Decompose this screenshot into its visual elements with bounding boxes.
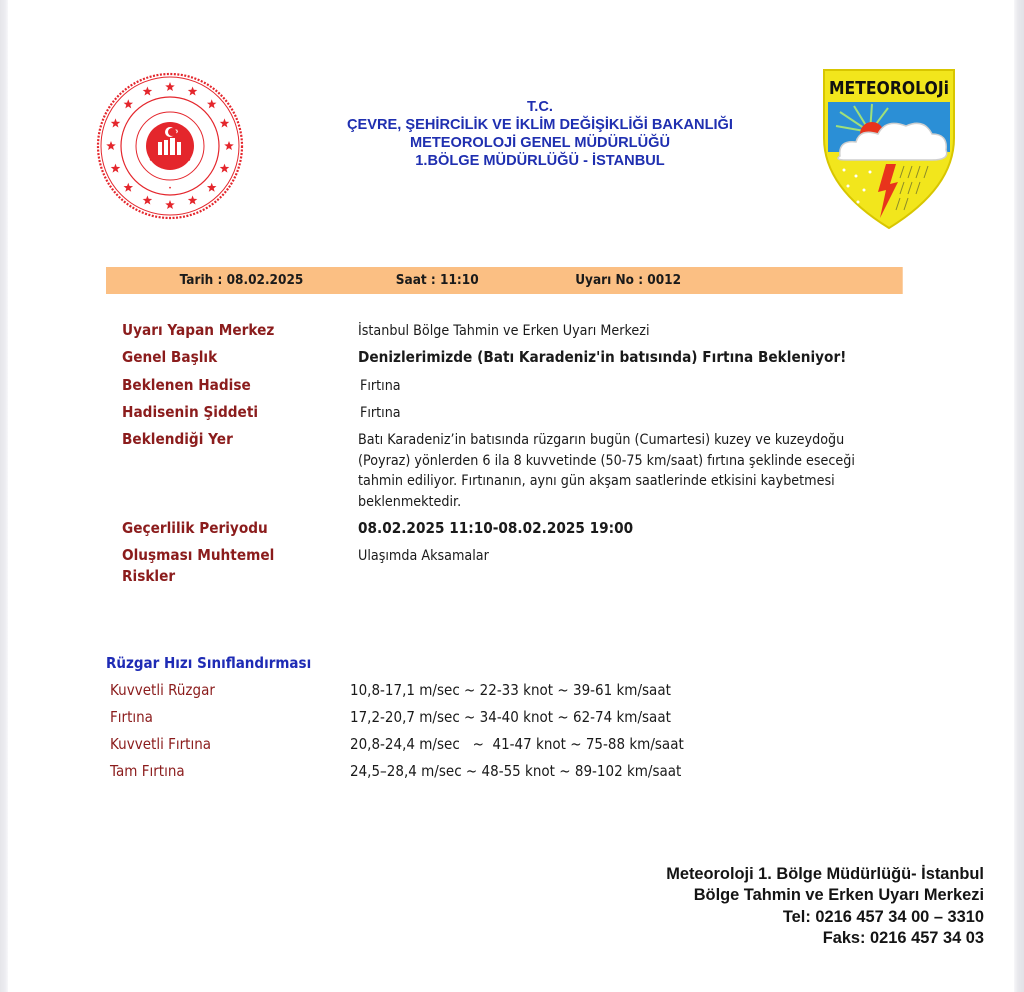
wind-class-name: Kuvvetli Rüzgar xyxy=(110,681,215,699)
date-field: Tarih : 08.02.2025 xyxy=(179,273,304,288)
wind-class-name: Kuvvetli Fırtına xyxy=(110,735,212,753)
field-value-possible-risks: Ulaşımda Aksamalar xyxy=(358,548,489,564)
field-value-expected-event: Fırtına xyxy=(360,378,401,394)
seal-star-icon xyxy=(220,164,230,173)
header-title xyxy=(300,98,780,170)
seal-star-icon xyxy=(143,86,153,95)
info-bar xyxy=(106,267,903,294)
wind-classification-title: Rüzgar Hızı Sınıflandırması xyxy=(106,654,312,672)
field-label-possible-risks xyxy=(122,545,274,587)
header-line-region: 1.BÖLGE MÜDÜRLÜĞÜ - İSTANBUL xyxy=(415,153,665,169)
seal-star-icon xyxy=(207,183,217,192)
field-label-severity: Hadisenin Şiddeti xyxy=(122,403,259,421)
risks-label-line: Oluşması Muhtemel xyxy=(122,546,275,564)
footer-line-fax: Faks: 0216 457 34 03 xyxy=(822,929,984,948)
ministry-seal-logo xyxy=(96,72,244,220)
seal-star-icon xyxy=(207,99,217,108)
wind-class-range: 17,2-20,7 m/sec ~ 34-40 knot ~ 62-74 km/saat xyxy=(350,708,671,726)
seal-star-icon xyxy=(111,164,121,173)
field-value-general-title: Denizlerimizde (Batı Karadeniz'in batısında) Fırtına Bekleniyor! xyxy=(358,348,847,366)
warning-number-field: Uyarı No : 0012 xyxy=(575,273,682,288)
field-label-expected-location: Beklendiği Yer xyxy=(122,430,233,448)
field-label-expected-event: Beklenen Hadise xyxy=(122,376,251,394)
seal-star-icon xyxy=(124,183,134,192)
wind-class-row xyxy=(0,708,1000,732)
seal-star-icon xyxy=(111,118,121,127)
wind-class-row xyxy=(0,735,1000,759)
location-line: tahmin ediliyor. Fırtınanın, aynı gün akşam saatlerinde etkisini kaybetmesi xyxy=(358,473,835,489)
seal-star-icon xyxy=(165,82,175,91)
location-line: beklenmektedir. xyxy=(358,493,462,510)
field-value-issuing-center: İstanbul Bölge Tahmin ve Erken Uyarı Merkezi xyxy=(358,323,650,339)
page-edge-right xyxy=(1014,0,1024,992)
svg-text:METEOROLOJi: METEOROLOJi xyxy=(829,78,949,99)
wind-class-row xyxy=(0,681,1000,705)
seal-star-icon xyxy=(143,196,153,205)
wind-class-range: 20,8-24,4 m/sec ~ 41-47 knot ~ 75-88 km/saat xyxy=(350,735,684,753)
seal-star-icon xyxy=(188,86,198,95)
field-value-expected-location xyxy=(358,430,855,512)
seal-star-icon xyxy=(124,99,134,108)
wind-class-name: Fırtına xyxy=(110,708,153,726)
seal-star-icon xyxy=(165,200,175,209)
wind-class-row xyxy=(0,762,1000,786)
wind-class-name: Tam Fırtına xyxy=(110,762,185,780)
location-line: (Poyraz) yönlerden 6 ila 8 kuvvetinde (50-75 km/saat) fırtına şeklinde eseceği xyxy=(358,452,855,469)
wind-class-range: 24,5–28,4 m/sec ~ 48-55 knot ~ 89-102 km/saat xyxy=(350,762,682,780)
seal-star-icon xyxy=(224,141,234,150)
seal-star-icon xyxy=(106,141,116,150)
field-label-validity-period: Geçerlilik Periyodu xyxy=(122,519,268,537)
footer-line-phone: Tel: 0216 457 34 00 – 3310 xyxy=(782,907,984,926)
header-line-directorate: METEOROLOJİ GENEL MÜDÜRLÜĞÜ xyxy=(410,135,670,151)
seal-star-icon xyxy=(188,196,198,205)
time-field: Saat : 11:10 xyxy=(395,273,479,288)
meteoroloji-shield-logo xyxy=(820,68,958,230)
field-label-issuing-center: Uyarı Yapan Merkez xyxy=(122,321,275,339)
location-line: Batı Karadeniz’in batısında rüzgarın bugün (Cumartesi) kuzey ve kuzeydoğu xyxy=(358,432,845,448)
header-line-tc: T.C. xyxy=(527,99,553,115)
footer-line-center: Bölge Tahmin ve Erken Uyarı Merkezi xyxy=(693,886,984,905)
svg-text:•: • xyxy=(168,185,172,192)
field-value-severity: Fırtına xyxy=(360,405,401,421)
field-label-general-title: Genel Başlık xyxy=(122,348,218,366)
seal-star-icon xyxy=(220,118,230,127)
footer-line-office: Meteoroloji 1. Bölge Müdürlüğü- İstanbul xyxy=(666,865,984,883)
risks-label-line: Riskler xyxy=(122,567,176,585)
page-edge-left xyxy=(0,0,8,992)
header-line-ministry: ÇEVRE, ŞEHİRCİLİK VE İKLİM DEĞİŞİKLİĞİ BAKANLIĞI xyxy=(347,117,733,133)
wind-class-range: 10,8-17,1 m/sec ~ 22-33 knot ~ 39-61 km/saat xyxy=(350,681,671,699)
field-value-validity-period: 08.02.2025 11:10-08.02.2025 19:00 xyxy=(358,519,634,537)
footer-contact xyxy=(666,864,984,950)
